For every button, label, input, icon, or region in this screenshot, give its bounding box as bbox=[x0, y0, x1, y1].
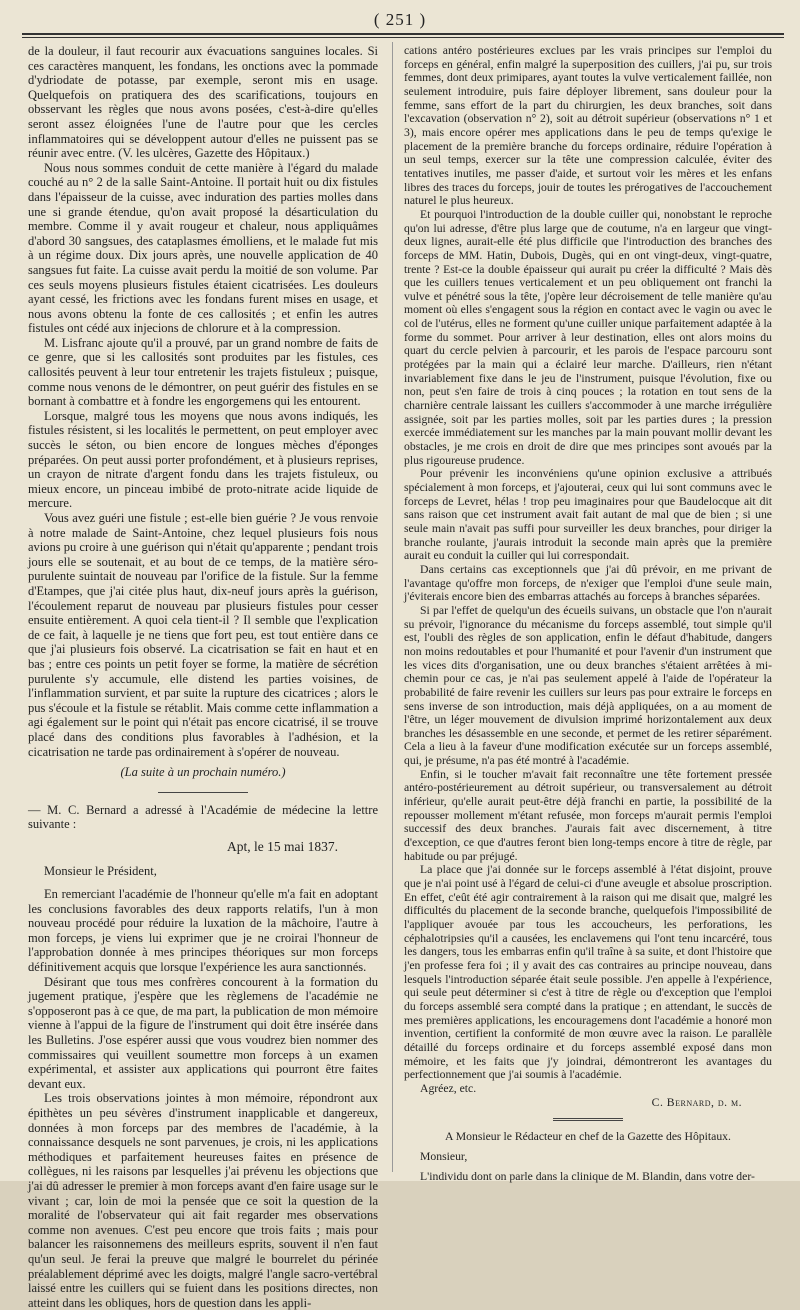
letter-paragraph: Si par l'effet de quelqu'un des écueils suivans, un obstacle que l'on n'aurait su prévoir, l'ignorance du mécanisme du forceps assemblé, tout simple qu'il est, l'oubli des règles de son application, enfin le défaut d'habitude, dangers non moins redoutables et pour l'humanité et pour l'avenir d'un instrument que les vices dits d'organisation, une ou deux branches s'étaient arrêtées à mi-chemin pour ce cas, je n'ai pas seulement appelé à l'aide de l'opérateur la probabilité de faire revenir les cuillers sur leurs pas pour extraire le forceps en sens inverse de son introduction, mais déjà appliquées, on a au moment de l'être, un léger mouvement de divulsion imprimé horizontalement aux deux branches les désassemble en une seconde, et permet de les retirer séparément. Cela a lieu à la faveur d'une modification exécutée sur un forceps assemblé, qui, je présume, n'a pas été montré à l'académie. bbox=[404, 603, 772, 768]
article-paragraph: M. Lisfranc ajoute qu'il a prouvé, par un grand nombre de faits de ce genre, que si les callosités sont produites par les fistules, ces callosités peuvent à leur tour entretenir les trajets fistuleux ; puisque, comme nous venons de le démontrer, on peut guérir des fistules en se bornant à combattre et à fondre les engorgemens qui les entourent. bbox=[28, 335, 378, 409]
letter-paragraph: Dans certains cas exceptionnels que j'ai dû prévoir, en me privant de l'avantage qu'offre mon forceps, de n'exiger que l'emploi d'une seule main, j'éviterais encore bien des embarras attachés au forceps à branches séparées. bbox=[404, 562, 772, 604]
letter-signature: C. Bernard, d. m. bbox=[651, 1095, 742, 1109]
letter-date: Apt, le 15 mai 1837. bbox=[227, 838, 338, 854]
page-number: ( 251 ) bbox=[373, 10, 427, 29]
letter-paragraph: Et pourquoi l'introduction de la double cuiller qui, nonobstant le reproche qu'on lui adresse, d'être plus large que de coutume, n'a en largeur que vingt-deux lignes, aurait-elle été plus difficile que l'introduction des branches des forceps de MM. Hatin, Dubois, Dugès, qui en ont vingt-deux, vingt-quatre, trente ? Est-ce la double épaisseur qui aurait pu créer la difficulté ? Mais dès que les cuillers tenues verticalement et un peu obliquement ont franchi la vulve et pénétré sous la tête, j'opère leur décroisement de telle manière qu'au moment où elles s'engagent sous la région en contact avec le vagin ou avec le col de l'utérus, elles ne forment qu'une cuiller unique parfaitement adaptée à la forme du sommet. Pour arriver à leur destination, elles ont alors moins du quart du cercle pelvien à parcourir, et les parois de l'espace parcouru sont protégées par la main qui a éclairé leur marche. D'ailleurs, rien n'étant invariablement fixe dans le jeu de l'instrument, puisque l'évolution, fixe ou non, peut s'en faire de trois à cinq pouces ; la rotation en tout sens de la charnière centrale laissant les cuillers s'accommoder à une marche irrégulière assignée, soit par les parties molles, soit par les parties dures ; la pression exercée immédiatement sur les manches par la main pouvant mollir devant les obstacles, je me crois en droit de dire que mes principes sont avoués par la plus rigoureuse prudence. bbox=[404, 207, 772, 467]
letter-closing: Agréez, etc. bbox=[420, 1081, 477, 1095]
continued-note: (La suite à un prochain numéro.) bbox=[120, 765, 286, 780]
section-divider bbox=[158, 792, 248, 793]
article-paragraph: de la douleur, il faut recourir aux évacuations sanguines locales. Si ces caractères manquent, les fondans, les onctions avec la pommade d'ydriodate de potasse, par exemple, seront mis en usage. Quelquefois on pratiquera des des scarifications, toujours en obsservant les règles que nous avons posées, c'est-à-dire qu'elles seront assez éloignées l'une de l'autre pour que les cercles inflammatoires qui se développent autour d'elles ne puissent pas se réunir avec entre. (V. les ulcères, Gazette des Hôpitaux.) bbox=[28, 44, 378, 161]
column-divider bbox=[392, 42, 393, 1172]
article-paragraph: Vous avez guéri une fistule ; est-elle bien guérie ? Je vous renvoie à notre malade de Saint-Antoine, chez lequel plusieurs fois nous avions pu croire à une guérison qui n'était qu'apparente ; pendant trois jours elle se soutenait, et au bout de ce temps, de la matière séro-purulente suintait de nouveau par l'orifice de la fistule. Sur la femme d'Etampes, que j'ai citée plus haut, dix-neuf jours après la guérison, l'écoulement reparut de nouveau par plusieurs fistules pour cesser ensuite entièrement. A quoi cela tient-il ? Il semble que l'explication de ce fait, à laquelle je ne tiens que fort peu, est tout entière dans ce que j'ai plusieurs fois observé. La cicatrisation se fait en haut et en bas ; entre ces points un petit foyer se forme, la matière de sécrétion purulente s'y accumule, elle distend les parties voisines, de l'inflammation survient, et par suite la rupture des cicatrices ; alors le pus s'écoule et la fistule se rétablit. Mais comme cette inflammation a agi également sur le point qui n'était pas encore cicatrisé, il se trouve placé dans des conditions plus favorables à l'adhésion, et la cicatrisation ne tarde pas ordinairement à s'opérer de nouveau. bbox=[28, 511, 378, 759]
article-paragraph: Nous nous sommes conduit de cette manière à l'égard du malade couché au n° 2 de la salle Saint-Antoine. Il portait huit ou dix fistules dans l'épaisseur de la cuisse, avec induration des parties molles dans une si grande étendue, qu'on avait proposé la désarticulation du membre. Comme il y avait rougeur et chaleur, nous appliquâmes d'abord 30 sangsues, des cataplasmes émolliens, et le malade fut mis à un régime doux. Dix jours après, une nouvelle application de 40 sangsues fut faite. La cuisse avait perdu la moitié de son volume. Par ces seuls moyens plusieurs fistules étaient cicatrisées. Les douleurs ayant cessé, les frictions avec les fondans furent mises en usage, et nous avons obtenu la fonte de ces callosités ; et enfin les autres fistules ont cédé aux injecions de chlorure et à la compression. bbox=[28, 160, 378, 336]
article-paragraph: Lorsque, malgré tous les moyens que nous avons indiqués, les fistules résistent, si les localités le permettent, on peut employer avec succès le séton, ou bien encore de longues mèches d'éponges préparées. On peut aussi porter profondément, et à plusieurs reprises, un crayon de nitrate d'argent fondu dans les trajets fistuleux, ou mieux encore, un pinceau imbibé de proto-nitrate acide liquide de mercure. bbox=[28, 408, 378, 511]
letter-paragraph: Désirant que tous mes confrères concourent à la formation du jugement pratique, j'espère que les règlemens de l'académie ne s'opposeront pas à ce que, de ma part, la publication de mon mémoire vienne à l'appui de la figure de l'instrument qui doit être insérée dans les Bulletins. J'ose espérer aussi que vous voudrez bien nommer des commissaires qui veuillent soumettre mon forceps à un examen expérimental, et assister aux applications qui pourront être faites devant eux. bbox=[28, 974, 378, 1091]
right-column bbox=[404, 44, 772, 1183]
letter-paragraph: La place que j'ai donnée sur le forceps assemblé à l'état disjoint, prouve que je n'ai point usé à l'égard de celui-ci d'une aveugle et absolue proscription. En effet, c'eût été agir contrairement à la raison qui me disait que, malgré les difficultés du placement de la seconde branche, quelquefois l'impossibilité de l'appliquer avouée par tous les accoucheurs, les perforations, les céphalotripsies qu'il a causées, les enclavemens qui l'ont tenu incarcéré, tous les dangers, tous les embarras enfin qu'il traîne à sa suite, et dont l'histoire que j'en professe fera foi ; il y avait des cas contraires au principe nouveau, dans lesquels l'introduction séparée était seule possible. J'en appelle à l'expérience, qui seule peut déterminer si c'est à titre de règle ou d'exception que l'emploi du forceps assemblé sera compté dans la pratique ; en attendant, le succès de mes premières applications, les encouragemens dont l'académie a honoré mon invention, certifient la conformité de mon œuvre avec la raison. Le parallèle détaillé du forceps ordinaire et du forceps assemblé exposé dans mon mémoire, et les faits que j'y joindrai, démontreront les avantages du perfectionnement que j'ai soumis à l'académie. bbox=[404, 863, 772, 1082]
letter-paragraph: Pour prévenir les inconvéniens qu'une opinion exclusive a attribués spécialement à mon forceps, et j'ajouterai, ceux qui lui sont communs avec le forceps de Levret, hélas ! trop peu imaginaires pour que Baudelocque ait dit sans raison que cet instrument avait fait autant de mal que de bien ; si une seule main n'avait pas suffi pour surveiller les deux branches, pour diriger la branche roulante, j'aurais introduit la seconde main après que la première aurait eu conduit la cuiller qui lui correspondait. bbox=[404, 467, 772, 563]
letter-paragraph: Enfin, si le toucher m'avait fait reconnaître une tête fortement pressée antéro-postérieurement au détroit supérieur, ou transversalement au détroit inférieur, qu'elle aurait peut-être déjà franchi en partie, la possibilité de la repousser mollement m'étant refusée, mon forceps m'aurait permis l'emploi successif des deux branches. J'aurais fait avec discernement, à titre d'exception, ce que d'autres feront bien long-temps encore à titre de règle, par habitude ou par préjugé. bbox=[404, 767, 772, 863]
letter-intro: — M. C. Bernard a adressé à l'Académie de médecine la lettre suivante : bbox=[28, 802, 378, 832]
letter-paragraph: Les trois observations jointes à mon mémoire, répondront aux épithètes un peu sévères d'instrument inapplicable et dangereux, données à mon forceps par des membres de l'académie, à la connaissance desquels ne sont parvenues, je crois, ni les applications méthodiques et parfaitement heureuses faites en présence de collègues, ni les raisons par lesquelles j'ai prévenu les objections que j'ai dû adresser le premier à mon forceps avant d'en faire usage sur le vivant ; car, loin de moi la pensée que ce soit la question de la moralité de l'observateur qui ait fait regarder mes observations comme non avenues. C'est peu encore que trois faits ; mais pour balancer les raisonnemens des meilleurs esprits, souvent il n'en faut qu'un seul. Je ferai la preuve que malgré le bourrelet du périnée préalablement déprimé avec les doigts, malgré l'angle sacro-vertébral laissé entre les cuillers qui se fuient dans les positions directes, non atteint dans les obliques, hors de question dans les appli- bbox=[28, 1091, 378, 1310]
letter-salutation: Monsieur le Président, bbox=[44, 864, 157, 879]
section-divider bbox=[553, 1118, 623, 1121]
header-rule bbox=[22, 33, 784, 38]
left-column bbox=[28, 44, 378, 1310]
editor-letter-heading: A Monsieur le Rédacteur en chef de la Gazette des Hôpitaux. bbox=[445, 1130, 731, 1144]
editor-letter-salutation: Monsieur, bbox=[420, 1149, 468, 1163]
letter-paragraph: En remerciant l'académie de l'honneur qu'elle m'a fait en adoptant les conclusions favorables des deux rapports relatifs, l'un à mon nouveau procédé pour réduire la luxation de la mâchoire, l'autre à mon forceps, je viens lui exprimer que je ne croirai l'honneur de l'approbation donnée à mes principes théoriques sur mon forceps définitivement acquis que lorsque l'expérience les aura sanctionnés. bbox=[28, 887, 378, 975]
editor-letter-paragraph: L'individu dont on parle dans la clinique de M. Blandin, dans votre der- bbox=[420, 1169, 755, 1183]
letter-paragraph: cations antéro postérieures exclues par les vrais principes sur l'emploi du forceps en général, enfin malgré la superposition des cuillers, j'ai pu, sur trois femmes, dont deux primipares, ayant toutes la vulve verticalement faillée, non seulement introduire, puis faire déployer librement, sans douleur pour la femme, sans effort de la part du chirurgien, les deux branches, soit dans l'excavation (observation n° 2), soit au détroit supérieur (observations n° 1 et 3), mais encore opérer mes applications dans le peu de temps qu'exige le placement de la première branche du forceps ordinaire, réduire l'opération à un seul temps, exercer sur la tête une compression calculée, éviter des tentatives inutiles, me passer d'aide, et surtout voir les mères et les enfans libres des traces du forceps, jouir de toutes les prérogatives de l'accouchement naturel le plus heureux. bbox=[404, 44, 772, 208]
